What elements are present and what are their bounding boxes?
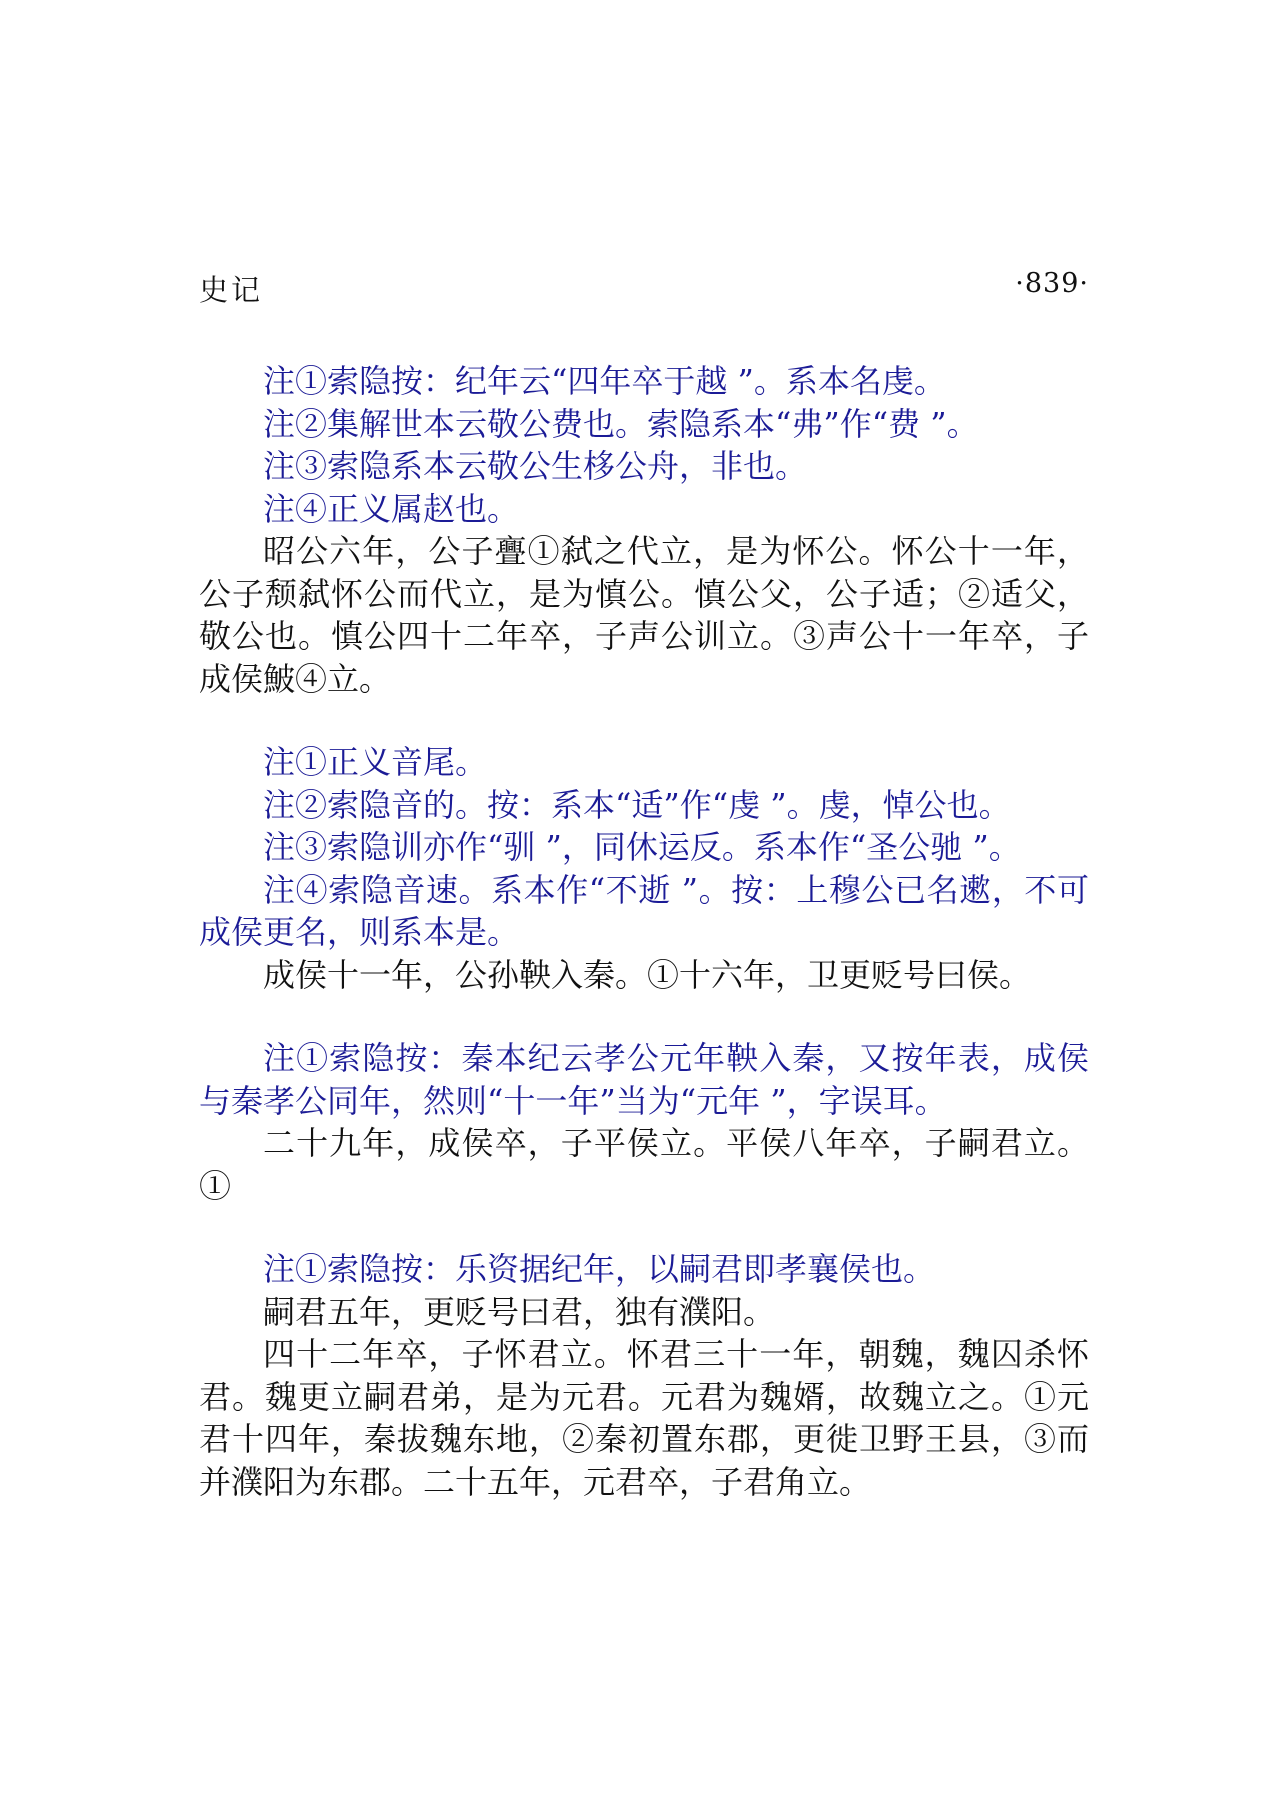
- annotation-paragraph: 注②集解世本云敬公费也。索隐系本“弗”作“费 ”。: [263, 404, 979, 443]
- annotation-paragraph: 注①索隐按：乐资据纪年，以嗣君即孝襄侯也。: [263, 1250, 936, 1288]
- book-title: 史记: [199, 273, 264, 307]
- annotation-paragraph: 注③索隐训亦作“驯 ”，同休运反。系本作“圣公驰 ”。: [263, 828, 1021, 866]
- annotation-paragraph: 注①正义音尾。: [263, 743, 488, 781]
- annotation-paragraph: 注④索隐音速。系本作“不逝 ”。按：上穆公已名遬，不可成侯更名，则系本是。: [199, 870, 1089, 951]
- text-paragraph: 成侯十一年，公孙鞅入秦。①十六年，卫更贬号曰侯。: [263, 955, 1032, 994]
- annotation-paragraph: 注④正义属赵也。: [263, 489, 520, 528]
- annotation-paragraph: 注①索隐按：秦本纪云孝公元年鞅入秦，又按年表，成侯与秦孝公同年，然则“十一年”当为“元年 ”，字误耳。: [199, 1039, 1089, 1120]
- annotation-paragraph: 注②索隐音的。按：系本“适”作“虔 ”。虔，悼公也。: [263, 785, 1011, 824]
- page-header: [199, 268, 1089, 310]
- page-number: ·839·: [1015, 268, 1089, 299]
- text-paragraph: 昭公六年，公子亹①弑之代立，是为怀公。怀公十一年，公子颓弑怀公而代立，是为慎公。慎公父，公子适；②适父，敬公也。慎公四十二年卒，子声公训立。③声公十一年卒，子成侯鮍④立。: [199, 532, 1089, 698]
- annotation-paragraph: 注①索隐按：纪年云“四年卒于越 ”。系本名虔。: [263, 362, 946, 400]
- body-text: [199, 360, 1089, 1503]
- page: [199, 268, 1089, 1503]
- annotation-paragraph: 注③索隐系本云敬公生栘公舟，非也。: [263, 447, 808, 485]
- text-paragraph: 嗣君五年，更贬号曰君，独有濮阳。: [263, 1292, 776, 1331]
- text-paragraph: 四十二年卒，子怀君立。怀君三十一年，朝魏，魏囚杀怀君。魏更立嗣君弟，是为元君。元君为魏婿，故魏立之。①元君十四年，秦拔魏东地，②秦初置东郡，更徙卫野王县，③而并濮阳为东郡。二十五年，元君卒，子君角立。: [199, 1335, 1089, 1501]
- text-paragraph: 二十九年，成侯卒，子平侯立。平侯八年卒，子嗣君立。①: [199, 1124, 1089, 1205]
